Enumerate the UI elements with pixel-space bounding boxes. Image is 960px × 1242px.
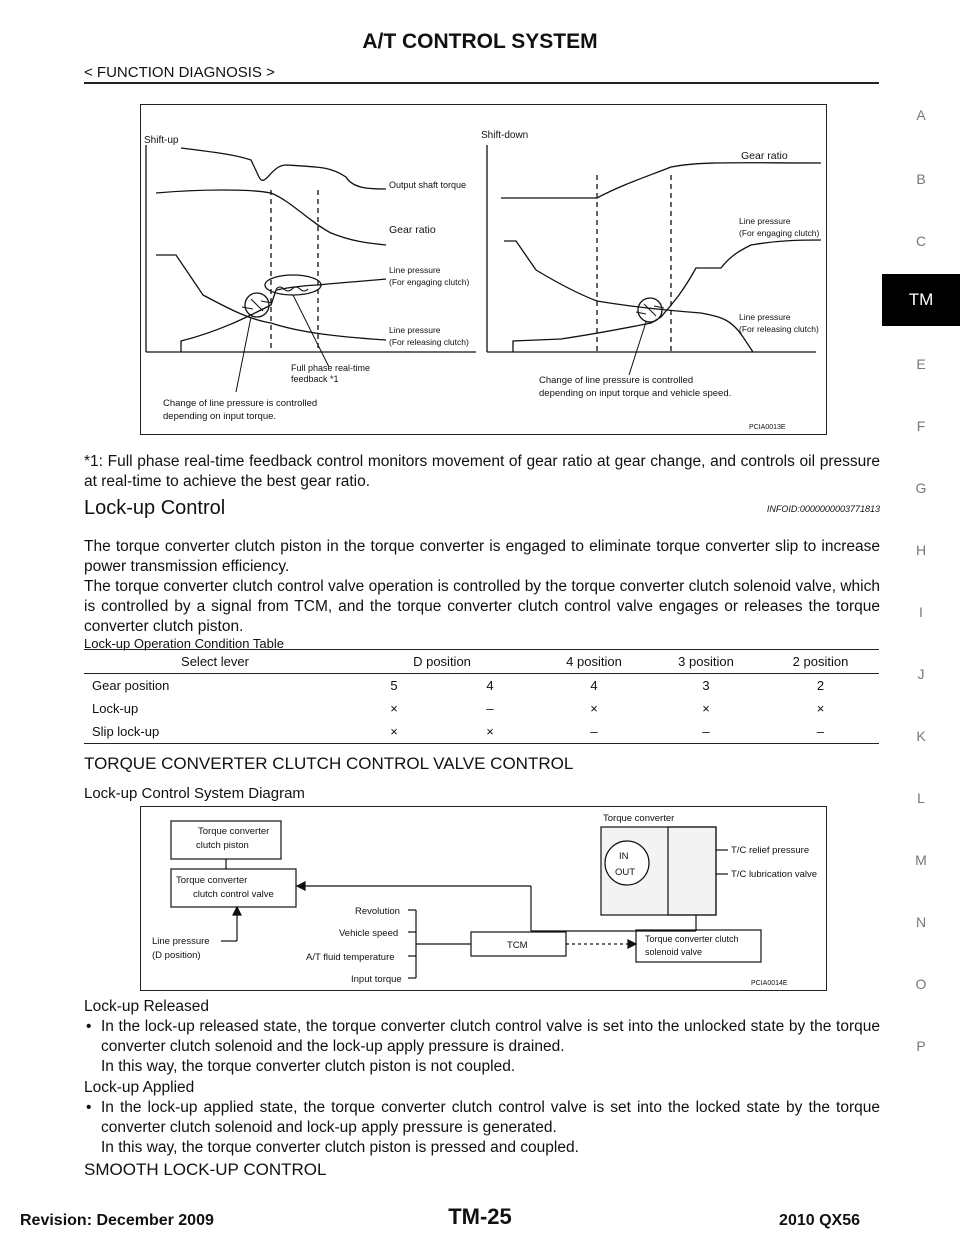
tcc-control-heading: TORQUE CONVERTER CLUTCH CONTROL VALVE CONTROL <box>84 754 574 773</box>
side-tab-f[interactable]: F <box>916 418 926 434</box>
info-id: INFOID:0000000003771813 <box>766 504 880 514</box>
revolution-label: Revolution <box>355 906 400 917</box>
side-tab-j[interactable]: J <box>917 666 925 682</box>
bullet-icon: • <box>86 1018 92 1035</box>
header-2-position: 2 position <box>762 650 879 674</box>
side-tab-p[interactable]: P <box>916 1038 926 1054</box>
header-rule <box>84 82 879 84</box>
table-cell: × <box>442 720 538 744</box>
line-pressure-label-1: Line pressure <box>152 936 210 947</box>
table-header-row <box>84 650 879 674</box>
line-pressure-control-figure <box>140 104 827 435</box>
table-cell: × <box>702 701 710 716</box>
table-row <box>84 674 879 698</box>
figure2-code: PCIA0014E <box>751 980 788 987</box>
releasing-clutch-down: (For releasing clutch) <box>739 324 819 334</box>
shift-down-label: Shift-down <box>481 130 529 141</box>
table-cell: 3 <box>702 678 710 693</box>
line-pressure-label-2: (D position) <box>152 950 201 961</box>
row-label-slip-lockup: Slip lock-up <box>84 720 346 744</box>
side-tab-c[interactable]: C <box>915 233 927 249</box>
section-breadcrumb: < FUNCTION DIAGNOSIS > <box>84 64 275 81</box>
solenoid-label-1: Torque converter clutch <box>645 934 739 944</box>
tc-valve-label-1: Torque converter <box>176 875 248 886</box>
table-cell: – <box>762 720 879 744</box>
shift-up-label: Shift-up <box>144 135 179 146</box>
gear-ratio-label-down: Gear ratio <box>741 150 788 162</box>
lockup-control-heading: Lock-up Control <box>84 497 226 519</box>
table-row <box>84 697 879 720</box>
line-pressure-releasing-down: Line pressure <box>739 312 791 322</box>
solenoid-label-2: solenoid valve <box>645 947 703 957</box>
table-cell: × <box>590 701 598 716</box>
page-title: A/T CONTROL SYSTEM <box>362 30 598 53</box>
table-cell: × <box>346 720 442 744</box>
lockup-para-2: The torque converter clutch control valve operation is controlled by the torque converter clutch solenoid valve, which is controlled by a signal from TCM, and the torque converter clutch control valve engages or releases the torque converter clutch piston. <box>84 578 880 635</box>
diagram-caption: Lock-up Control System Diagram <box>84 785 305 802</box>
lockup-condition-table <box>84 649 879 744</box>
input-torque-label: Input torque <box>351 974 402 985</box>
table-cell: × <box>390 701 398 716</box>
lockup-para-1: The torque converter clutch piston in the torque converter is engaged to eliminate torque converter slip to increase power transmission efficiency. <box>84 538 880 575</box>
tc-piston-label-2: clutch piston <box>196 840 249 851</box>
line-pressure-releasing-up: Line pressure <box>389 325 441 335</box>
line-pressure-engaging-up: Line pressure <box>389 265 441 275</box>
change-up-label-1: Change of line pressure is controlled <box>163 398 318 409</box>
lockup-applied-text-1: In the lock-up applied state, the torque converter clutch control valve is set into the locked state by the torque converter clutch solenoid and lock-up apply pressure is generated. <box>101 1099 880 1136</box>
header-4-position: 4 position <box>538 650 650 674</box>
table-cell: – <box>538 720 650 744</box>
header-d-position: D position <box>346 650 538 674</box>
out-label: OUT <box>615 867 636 878</box>
tc-lubrication-valve-label: T/C lubrication valve <box>731 869 818 880</box>
footer-revision: Revision: December 2009 <box>20 1212 214 1229</box>
lockup-released-title: Lock-up Released <box>84 998 209 1015</box>
table-cell: 4 <box>590 678 598 693</box>
footer-model: 2010 QX56 <box>779 1212 860 1229</box>
engaging-clutch-down: (For engaging clutch) <box>739 228 820 238</box>
table-caption: Lock-up Operation Condition Table <box>84 636 284 651</box>
table-cell: × <box>816 701 825 716</box>
change-down-label-2: depending on input torque and vehicle speed. <box>539 388 732 399</box>
gear-ratio-label-up: Gear ratio <box>389 224 436 236</box>
lockup-applied-text-2: In this way, the torque converter clutch piston is pressed and coupled. <box>101 1139 579 1156</box>
figure1-code: PCIA0013E <box>749 424 786 431</box>
lockup-released-text-2: In this way, the torque converter clutch piston is not coupled. <box>101 1058 516 1075</box>
lockup-system-figure <box>140 806 827 991</box>
vehicle-speed-label: Vehicle speed <box>339 928 399 939</box>
tc-relief-pressure-label: T/C relief pressure <box>731 845 810 856</box>
output-shaft-torque-label: Output shaft torque <box>389 180 467 190</box>
lockup-released-text-1: In the lock-up released state, the torque converter clutch control valve is set into the unlocked state by the torque converter clutch solenoid and the lock-up apply pressure is drained. <box>101 1018 880 1055</box>
row-label-gear: Gear position <box>92 678 170 693</box>
releasing-clutch-up: (For releasing clutch) <box>389 337 469 347</box>
side-tab-m[interactable]: M <box>915 852 927 868</box>
side-tab-g[interactable]: G <box>915 480 927 496</box>
lockup-released-item <box>84 1017 880 1077</box>
side-tab-e[interactable]: E <box>916 356 926 372</box>
header-select-lever: Select lever <box>84 650 346 674</box>
lockup-system-diagram <box>141 807 826 990</box>
side-tab-n[interactable]: N <box>915 914 927 930</box>
side-tab-b[interactable]: B <box>916 171 926 187</box>
table-cell: 5 <box>390 678 398 693</box>
side-tab-h[interactable]: H <box>915 542 927 558</box>
smooth-lockup-heading: SMOOTH LOCK-UP CONTROL <box>84 1160 327 1179</box>
table-cell: – <box>486 701 494 716</box>
tc-piston-label-1: Torque converter <box>198 826 270 837</box>
side-tab-tm-active[interactable]: TM <box>882 274 960 326</box>
lockup-applied-title: Lock-up Applied <box>84 1079 195 1096</box>
row-label-lockup: Lock-up <box>92 701 139 716</box>
line-pressure-control-diagram <box>141 105 826 434</box>
in-label: IN <box>619 851 629 862</box>
engaging-clutch-up: (For engaging clutch) <box>389 277 470 287</box>
table-cell: – <box>650 720 762 744</box>
full-phase-label-2: feedback *1 <box>291 374 339 384</box>
lockup-applied-item <box>84 1098 880 1158</box>
bullet-icon: • <box>86 1099 92 1116</box>
side-tab-k[interactable]: K <box>916 728 926 744</box>
footnote: *1: Full phase real-time feedback control monitors movement of gear ratio at gear change, and controls oil pressure at real-time to achieve the best gear ratio. <box>84 453 880 490</box>
fluid-temperature-label: A/T fluid temperature <box>306 952 395 963</box>
page-number: TM-25 <box>448 1204 512 1229</box>
side-tab-l[interactable]: L <box>917 790 925 806</box>
side-tab-o[interactable]: O <box>915 976 927 992</box>
tcm-label: TCM <box>507 940 528 951</box>
side-tab-a[interactable]: A <box>916 107 926 123</box>
side-tab-i[interactable]: I <box>919 604 923 620</box>
table-row <box>84 720 879 744</box>
change-up-label-2: depending on input torque. <box>163 411 277 422</box>
tc-valve-label-2: clutch control valve <box>193 889 274 900</box>
table-cell: 4 <box>486 678 494 693</box>
table-cell: 2 <box>816 678 825 693</box>
change-down-label-1: Change of line pressure is controlled <box>539 375 694 386</box>
full-phase-label-1: Full phase real-time <box>291 363 371 373</box>
torque-converter-label: Torque converter <box>603 813 675 824</box>
header-3-position: 3 position <box>650 650 762 674</box>
line-pressure-engaging-down: Line pressure <box>739 216 791 226</box>
